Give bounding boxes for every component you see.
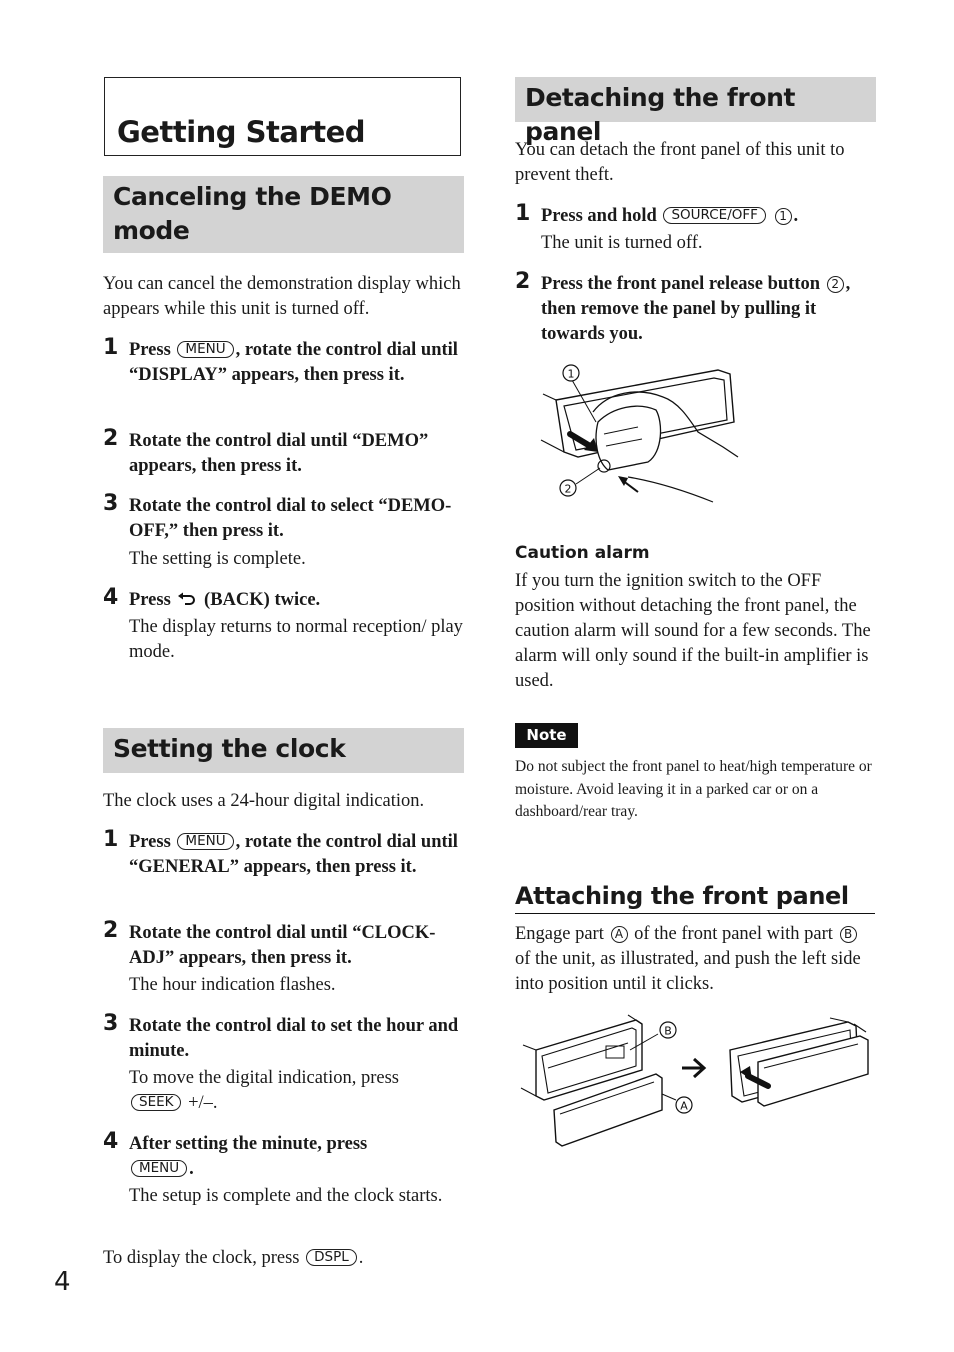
menu-key: MENU xyxy=(131,1160,187,1177)
seek-key: SEEK xyxy=(131,1094,181,1111)
right-arrow-icon xyxy=(682,1059,704,1077)
step-text: Rotate the control dial until “DEMO” appears, then press it. xyxy=(129,431,429,476)
clock-intro: The clock uses a 24-hour digital indication. xyxy=(103,791,425,811)
dspl-key: DSPL xyxy=(306,1249,357,1266)
step-result: The display returns to normal reception/ play mode. xyxy=(129,617,463,662)
section-heading-clock-text: Setting the clock xyxy=(113,734,346,763)
step-result: The hour indication flashes. xyxy=(129,975,336,995)
step-result: +/–. xyxy=(188,1093,218,1113)
step-number: 3 xyxy=(103,1011,119,1036)
footer-text: To display the clock, press xyxy=(103,1248,300,1268)
step-text: Press the front panel release button xyxy=(541,274,821,294)
step-result: To move the digital indication, press xyxy=(129,1068,399,1088)
section-heading-demo-text: Canceling the DEMO mode xyxy=(113,182,392,245)
figure-marker-b: B xyxy=(664,1024,672,1038)
step-text: Rotate the control dial to set the hour and minute. xyxy=(129,1016,459,1061)
attach-text-part: Engage part xyxy=(515,924,604,944)
step-text: Press xyxy=(129,832,171,852)
step-number: 1 xyxy=(103,335,119,360)
attach-text-part: of the unit, as illustrated, and push the left side into position until it clicks. xyxy=(515,949,861,994)
source-off-key: SOURCE/OFF xyxy=(663,207,765,224)
attach-text xyxy=(515,922,877,997)
step-text: (BACK) twice. xyxy=(204,590,321,610)
step-number: 2 xyxy=(103,918,119,943)
step-text: . xyxy=(793,206,799,226)
step-number: 2 xyxy=(515,269,531,294)
attach-text-part: of the front panel with part xyxy=(634,924,833,944)
clock-footer xyxy=(103,1246,465,1271)
step-text: , rotate the control dial until “DISPLAY” appears, then press it. xyxy=(129,340,458,385)
step-text: . xyxy=(189,1159,194,1179)
figure-marker-1: 1 xyxy=(567,367,575,381)
note-text: Do not subject the front panel to heat/high temperature or moisture. Avoid leaving it in a parked car or on a dashboard/rear tray. xyxy=(515,758,872,820)
marker-a: A xyxy=(611,926,628,943)
step-text: Rotate the control dial until “CLOCK-ADJ” appears, then press it. xyxy=(129,923,436,968)
step-result: The unit is turned off. xyxy=(541,233,703,253)
section-heading-attach: Attaching the front panel xyxy=(515,879,875,914)
menu-key: MENU xyxy=(177,833,233,850)
figure-marker-a: A xyxy=(680,1099,688,1113)
section-heading-demo xyxy=(103,176,464,253)
marker-2: 2 xyxy=(827,276,844,293)
caution-heading: Caution alarm xyxy=(515,543,650,563)
page-title: Getting Started xyxy=(117,115,366,149)
figure-marker-2: 2 xyxy=(564,482,572,496)
step-result: The setting is complete. xyxy=(129,549,306,569)
title-box xyxy=(104,77,461,156)
note-badge: Note xyxy=(515,723,578,748)
attach-illustration xyxy=(518,1010,878,1150)
step-number: 1 xyxy=(515,201,531,226)
section-heading-clock xyxy=(103,728,464,773)
step-text: , rotate the control dial until “GENERAL” appears, then press it. xyxy=(129,832,458,877)
step-text: After setting the minute, press xyxy=(129,1134,368,1154)
step-number: 3 xyxy=(103,491,119,516)
step-number: 2 xyxy=(103,426,119,451)
caution-text: If you turn the ignition switch to the OFF position without detaching the front panel, the caution alarm will sound for a few seconds. The alarm will only sound if the built-in amplifier is used. xyxy=(515,571,871,691)
detach-intro: You can detach the front panel of this unit to prevent theft. xyxy=(515,140,845,185)
step-number: 4 xyxy=(103,585,119,610)
marker-b: B xyxy=(840,926,857,943)
step-result: The setup is complete and the clock starts. xyxy=(129,1186,443,1206)
section-heading-detach xyxy=(515,77,876,146)
back-arrow-icon xyxy=(177,591,197,607)
footer-text: . xyxy=(358,1248,364,1268)
page-number: 4 xyxy=(54,1267,71,1297)
menu-key: MENU xyxy=(177,341,233,358)
step-text: Press xyxy=(129,340,171,360)
step-text: Press and hold xyxy=(541,206,657,226)
section-heading-detach-text: Detaching the front panel xyxy=(525,83,796,146)
detach-illustration xyxy=(538,362,748,507)
step-text: , then remove the panel by pulling it towards you. xyxy=(541,274,851,344)
step-number: 1 xyxy=(103,827,119,852)
marker-1: 1 xyxy=(775,208,792,225)
demo-intro: You can cancel the demonstration display which appears while this unit is turned off. xyxy=(103,274,461,319)
step-text: Rotate the control dial to select “DEMO-OFF,” then press it. xyxy=(129,496,452,541)
step-number: 4 xyxy=(103,1129,119,1154)
step-text: Press xyxy=(129,590,171,610)
